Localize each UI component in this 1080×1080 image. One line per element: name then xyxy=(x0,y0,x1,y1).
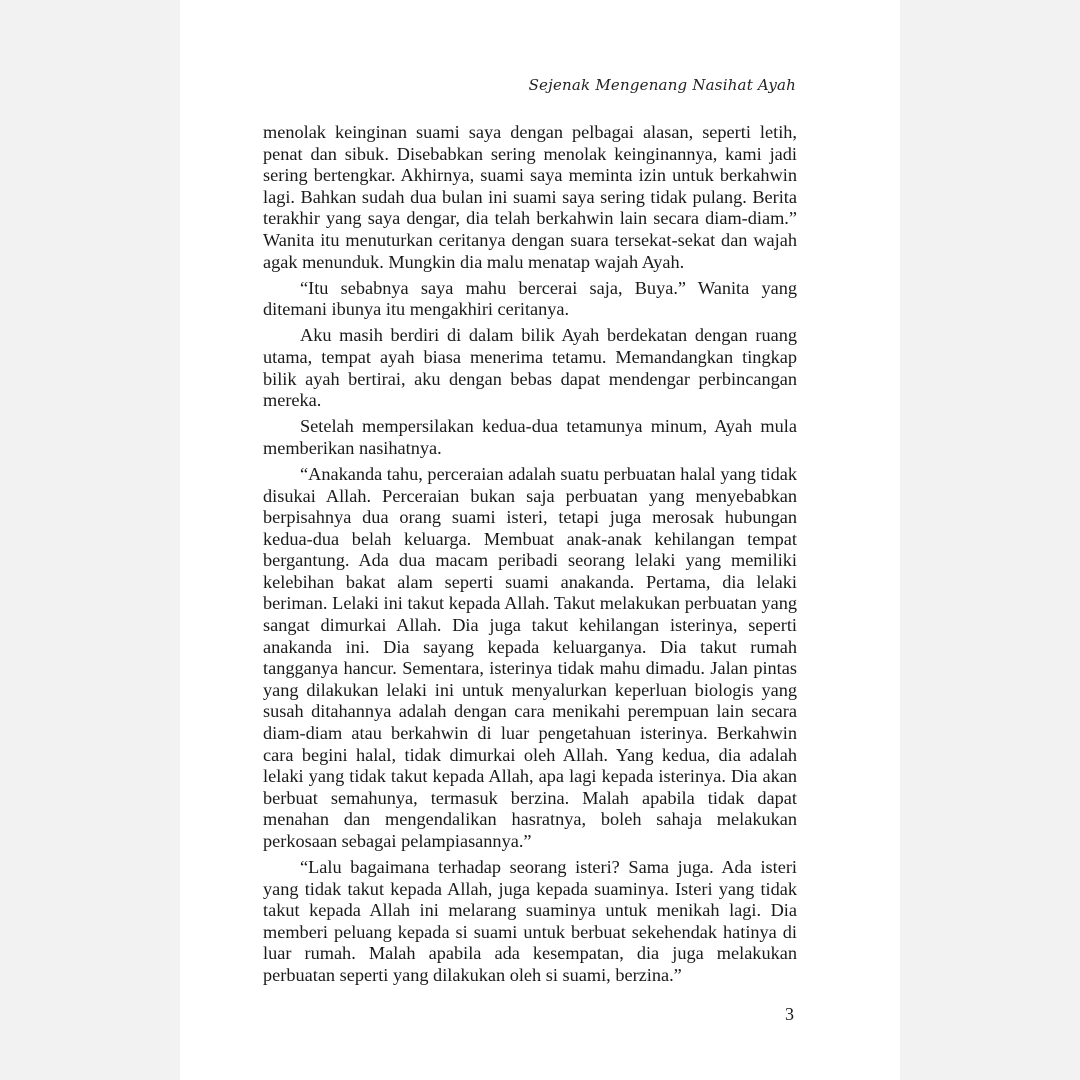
paragraph: Aku masih berdiri di dalam bilik Ayah berdekatan dengan ruang utama, tempat ayah biasa menerima tetamu. Memandangkan tingkap bilik ayah bertirai, aku dengan bebas dapat mendengar perbincangan mereka. xyxy=(263,325,797,411)
paragraph: “Itu sebabnya saya mahu bercerai saja, Buya.” Wanita yang ditemani ibunya itu mengakhiri ceritanya. xyxy=(263,277,797,320)
body-text xyxy=(263,122,797,991)
paragraph: menolak keinginan suami saya dengan pelbagai alasan, seperti letih, penat dan sibuk. Disebabkan sering menolak keinginannya, kami jadi sering bertengkar. Akhirnya, suami saya meminta izin untuk berkahwin lagi. Bahkan sudah dua bulan ini suami saya sering tidak pulang. Berita terakhir yang saya dengar, dia telah berkahwin lain secara diam-diam.” Wanita itu menuturkan ceritanya dengan suara tersekat-sekat dan wajah agak menunduk. Mungkin dia malu menatap wajah Ayah. xyxy=(263,122,797,272)
book-page xyxy=(180,0,900,1080)
paragraph: Setelah mempersilakan kedua-dua tetamunya minum, Ayah mula memberikan nasihatnya. xyxy=(263,416,797,458)
paragraph: “Anakanda tahu, perceraian adalah suatu perbuatan halal yang tidak disukai Allah. Perceraian bukan saja perbuatan yang menyebabkan berpisahnya dua orang suami isteri, tetapi juga merosak hubungan kedua-dua belah keluarga. Membuat anak-anak kehilangan tempat bergantung. Ada dua macam peribadi seorang lelaki yang memiliki kelebihan bakat alam seperti suami anakanda. Pertama, dia lelaki beriman. Lelaki ini takut kepada Allah. Takut melakukan perbuatan yang sangat dimurkai Allah. Dia juga takut kehilangan isterinya, seperti anakanda ini. Dia sayang kepada keluarganya. Dia takut rumah tangganya hancur. Sementara, isterinya tidak mahu dimadu. Jalan pintas yang dilakukan lelaki ini untuk menyalurkan keperluan biologis yang susah ditahannya adalah dengan cara menikahi perempuan lain secara diam-diam atau berkahwin di luar pengetahuan isterinya. Berkahwin cara begini halal, tidak dimurkai oleh Allah. Yang kedua, dia adalah lelaki yang tidak takut kepada Allah, apa lagi kepada isterinya. Dia akan berbuat semahunya, termasuk berzina. Malah apabila tidak dapat menahan dan mengendalikan hasratnya, boleh sahaja melakukan perkosaan sebagai pelampiasannya.” xyxy=(263,463,797,851)
page-number: 3 xyxy=(785,1004,794,1024)
paragraph: “Lalu bagaimana terhadap seorang isteri? Sama juga. Ada isteri yang tidak takut kepada Allah, juga kepada suaminya. Isteri yang tidak takut kepada Allah ini melarang suaminya untuk menikah lagi. Dia memberi peluang kepada si suami untuk berbuat sekehendak hatinya di luar rumah. Malah apabila ada kesempatan, dia juga melakukan perbuatan seperti yang dilakukan oleh si suami, berzina.” xyxy=(263,857,797,986)
running-header: Sejenak Mengenang Nasihat Ayah xyxy=(528,76,796,94)
